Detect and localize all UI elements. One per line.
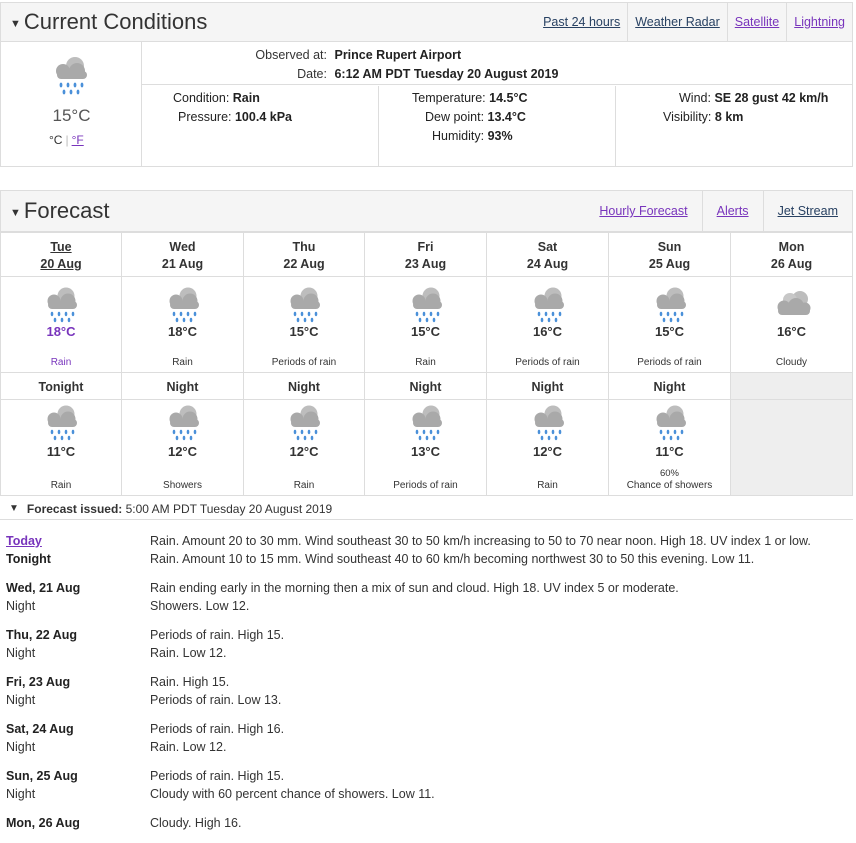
- night-label: Night: [166, 380, 199, 394]
- forecast-links: [585, 191, 852, 231]
- satellite-link[interactable]: Satellite: [727, 3, 786, 41]
- rain-cloud-icon: [161, 285, 205, 328]
- rain-cloud-icon: [161, 403, 205, 446]
- day-forecast-cell[interactable]: [122, 277, 244, 373]
- day-date: 26 Aug: [770, 257, 813, 271]
- night-low-temp: 12°C: [532, 444, 563, 459]
- night-forecast-cell[interactable]: [244, 400, 365, 496]
- day-header[interactable]: [365, 232, 487, 277]
- weather-radar-link[interactable]: Weather Radar: [627, 3, 727, 41]
- night-label: Night: [653, 380, 686, 394]
- day-label: [365, 233, 486, 273]
- conditions-column-3: Wind: SE 28 gust 42 km/h Visibility: 8 km: [663, 91, 829, 124]
- humidity-value: 93%: [487, 129, 513, 143]
- day-of-week: Thu: [292, 240, 316, 254]
- night-forecast-cell[interactable]: [609, 400, 731, 496]
- lightning-link[interactable]: Lightning: [786, 3, 852, 41]
- temperature-value: 14.5°C: [489, 91, 528, 105]
- day-date: 25 Aug: [648, 257, 691, 271]
- day-summary: Rain: [50, 357, 72, 368]
- today-link[interactable]: Today: [6, 534, 42, 548]
- observed-at-row: Observed at: Prince Rupert Airport: [255, 48, 462, 62]
- period-label: Wed, 21 Aug: [6, 581, 81, 595]
- night-forecast-cell[interactable]: [365, 400, 487, 496]
- night-cell-empty: [731, 400, 853, 496]
- rain-cloud-icon: [282, 403, 326, 446]
- period-forecast-text: Rain. Low 12.: [150, 740, 227, 754]
- fahrenheit-unit-link[interactable]: °F: [71, 133, 84, 147]
- conditions-column-1: Condition: Rain Pressure: 100.4 kPa: [173, 91, 292, 124]
- day-header[interactable]: [609, 232, 731, 277]
- day-header[interactable]: [487, 232, 609, 277]
- day-header[interactable]: [731, 232, 853, 277]
- day-label: [244, 233, 364, 273]
- period-label: Sat, 24 Aug: [6, 722, 74, 736]
- observed-at-value: Prince Rupert Airport: [334, 48, 462, 62]
- night-low-temp: 11°C: [655, 444, 684, 459]
- day-summary: Periods of rain: [515, 357, 580, 368]
- rain-cloud-icon: [648, 285, 692, 328]
- rain-cloud-icon: [404, 403, 448, 446]
- night-summary: Showers: [163, 480, 202, 491]
- night-summary: Periods of rain: [393, 480, 458, 491]
- day-summary: Cloudy: [775, 357, 808, 368]
- period-forecast-text: Rain. High 15.: [150, 675, 230, 689]
- day-high-temp: 16°C: [776, 324, 807, 339]
- day-high-temp: 18°C: [167, 324, 198, 339]
- day-summary: Rain: [172, 357, 193, 368]
- rain-cloud-icon: [39, 285, 83, 328]
- period-label: Night: [6, 599, 36, 613]
- period-label: Night: [6, 740, 36, 754]
- dewpoint-value: 13.4°C: [487, 110, 526, 124]
- night-label: Night: [409, 380, 442, 394]
- current-conditions-panel: [0, 42, 853, 167]
- night-label: Night: [288, 380, 320, 394]
- period-label: Mon, 26 Aug: [6, 816, 80, 830]
- period-label: Night: [6, 693, 36, 707]
- day-forecast-cell[interactable]: [0, 277, 122, 373]
- visibility-value: 8 km: [714, 110, 744, 124]
- forecast-header: [0, 190, 853, 232]
- rain-cloud-icon: [39, 403, 83, 446]
- night-header[interactable]: [487, 373, 609, 400]
- day-summary: Rain: [415, 357, 436, 368]
- night-forecast-cell[interactable]: [0, 400, 122, 496]
- night-summary: Chance of showers: [626, 480, 713, 491]
- collapse-caret-icon[interactable]: ▼: [10, 18, 21, 30]
- unit-toggle: °C | °F: [49, 133, 84, 147]
- period-forecast-text: Rain. Amount 10 to 15 mm. Wind southeast 40 to 60 km/h becoming northwest 30 to 50 this evening. Low 11.: [150, 552, 755, 566]
- rain-cloud-icon: [282, 285, 326, 328]
- period-forecast-text: Periods of rain. High 15.: [150, 769, 285, 783]
- day-summary: Periods of rain: [637, 357, 702, 368]
- precip-probability: 60%: [659, 468, 679, 479]
- night-summary: Rain: [50, 480, 72, 491]
- period-forecast-text: Rain. Low 12.: [150, 646, 227, 660]
- day-date: 21 Aug: [161, 257, 204, 271]
- day-high-temp: 18°C: [46, 324, 76, 339]
- day-date: 24 Aug: [526, 257, 569, 271]
- day-high-temp: 16°C: [532, 324, 563, 339]
- day-high-temp: 15°C: [289, 324, 319, 339]
- night-low-temp: 11°C: [46, 444, 76, 459]
- period-label: Night: [6, 646, 36, 660]
- period-forecast-text: Periods of rain. High 15.: [150, 628, 285, 642]
- pressure-value: 100.4 kPa: [234, 110, 292, 124]
- day-forecast-cell[interactable]: [731, 277, 853, 373]
- day-forecast-cell[interactable]: [365, 277, 487, 373]
- forecast-title[interactable]: ▼ Forecast: [10, 198, 110, 223]
- day-header[interactable]: [0, 232, 122, 277]
- current-temperature: 15°C: [52, 106, 91, 125]
- forecast-issued-bar[interactable]: [0, 498, 853, 520]
- day-of-week: Mon: [778, 240, 805, 254]
- day-high-temp: 15°C: [654, 324, 685, 339]
- alerts-link[interactable]: Alerts: [702, 191, 763, 231]
- period-label: Thu, 22 Aug: [6, 628, 78, 642]
- day-header[interactable]: [122, 232, 244, 277]
- collapse-caret-icon[interactable]: ▼: [9, 503, 19, 514]
- date-value: 6:12 AM PDT Tuesday 20 August 2019: [334, 67, 559, 81]
- cloud-icon: [770, 285, 814, 328]
- day-header[interactable]: [244, 232, 365, 277]
- day-forecast-cell[interactable]: [609, 277, 731, 373]
- night-low-temp: 12°C: [167, 444, 198, 459]
- day-of-week: Fri: [417, 240, 434, 254]
- forecast-grid: [0, 232, 853, 496]
- period-forecast-text: Rain. Amount 20 to 30 mm. Wind southeast 30 to 50 km/h increasing to 50 to 70 near noon. High 18. UV index 1 or low.: [150, 534, 811, 548]
- day-date: 22 Aug: [283, 257, 325, 271]
- period-label: Fri, 23 Aug: [6, 675, 71, 689]
- current-conditions-header: [0, 2, 853, 42]
- hourly-forecast-link[interactable]: Hourly Forecast: [599, 204, 688, 218]
- night-summary: Rain: [537, 480, 558, 491]
- period-forecast-text: Periods of rain. Low 13.: [150, 693, 282, 707]
- period-forecast-text: Cloudy. High 16.: [150, 816, 242, 830]
- condition-value: Rain: [232, 91, 260, 105]
- period-label: Sun, 25 Aug: [6, 769, 78, 783]
- night-label: Tonight: [38, 380, 84, 394]
- night-summary: Rain: [293, 480, 315, 491]
- period-forecast-text: Cloudy with 60 percent chance of showers. Low 11.: [150, 787, 435, 801]
- period-forecast-text: Periods of rain. High 16.: [150, 722, 285, 736]
- day-date: 23 Aug: [404, 257, 447, 271]
- period-label: Night: [6, 787, 36, 801]
- observation-info: [142, 42, 853, 85]
- jet-stream-link[interactable]: Jet Stream: [763, 191, 852, 231]
- rain-cloud-icon: [526, 285, 570, 328]
- night-header[interactable]: [0, 373, 122, 400]
- day-label: [1, 233, 121, 273]
- day-of-week: Sat: [537, 240, 558, 254]
- night-header[interactable]: [122, 373, 244, 400]
- period-label: Tonight: [6, 552, 51, 566]
- day-label: [731, 233, 852, 273]
- day-of-week: Tue: [50, 240, 72, 254]
- day-high-temp: 15°C: [410, 324, 441, 339]
- day-summary: Periods of rain: [271, 357, 337, 368]
- current-conditions-title[interactable]: ▼ Current Conditions: [10, 9, 208, 34]
- night-low-temp: 13°C: [410, 444, 441, 459]
- past-24-hours-link[interactable]: Past 24 hours: [543, 15, 621, 29]
- period-forecast-text: Rain ending early in the morning then a mix of sun and cloud. High 18. UV index 5 or moderate.: [150, 581, 679, 595]
- celsius-unit[interactable]: °C: [49, 133, 63, 147]
- night-label: Night: [531, 380, 564, 394]
- night-header[interactable]: [244, 373, 365, 400]
- night-forecast-cell[interactable]: [487, 400, 609, 496]
- current-conditions-links: [536, 3, 852, 41]
- day-label: [609, 233, 730, 273]
- rain-cloud-icon: [404, 285, 448, 328]
- day-forecast-cell[interactable]: [487, 277, 609, 373]
- night-header-empty: [731, 373, 853, 400]
- forecast-issued-text: Forecast issued: 5:00 AM PDT Tuesday 20 August 2019: [26, 501, 333, 516]
- night-header[interactable]: [609, 373, 731, 400]
- night-forecast-cell[interactable]: [122, 400, 244, 496]
- collapse-caret-icon[interactable]: ▼: [10, 207, 21, 219]
- rain-cloud-icon: [49, 54, 93, 99]
- day-of-week: Wed: [169, 240, 196, 254]
- day-of-week: Sun: [657, 240, 682, 254]
- wind-value: SE 28 gust 42 km/h: [714, 91, 829, 105]
- night-header[interactable]: [365, 373, 487, 400]
- period-forecast-text: Showers. Low 12.: [150, 599, 250, 613]
- day-label: [487, 233, 608, 273]
- night-low-temp: 12°C: [289, 444, 319, 459]
- rain-cloud-icon: [526, 403, 570, 446]
- conditions-column-2: Temperature: 14.5°C Dew point: 13.4°C Humidity: 93%: [378, 86, 616, 166]
- date-row: Date: 6:12 AM PDT Tuesday 20 August 2019: [297, 67, 559, 81]
- day-date: 20 Aug: [40, 257, 82, 271]
- current-summary: [1, 42, 142, 166]
- day-forecast-cell[interactable]: [244, 277, 365, 373]
- day-label: [122, 233, 243, 273]
- rain-cloud-icon: [648, 403, 692, 446]
